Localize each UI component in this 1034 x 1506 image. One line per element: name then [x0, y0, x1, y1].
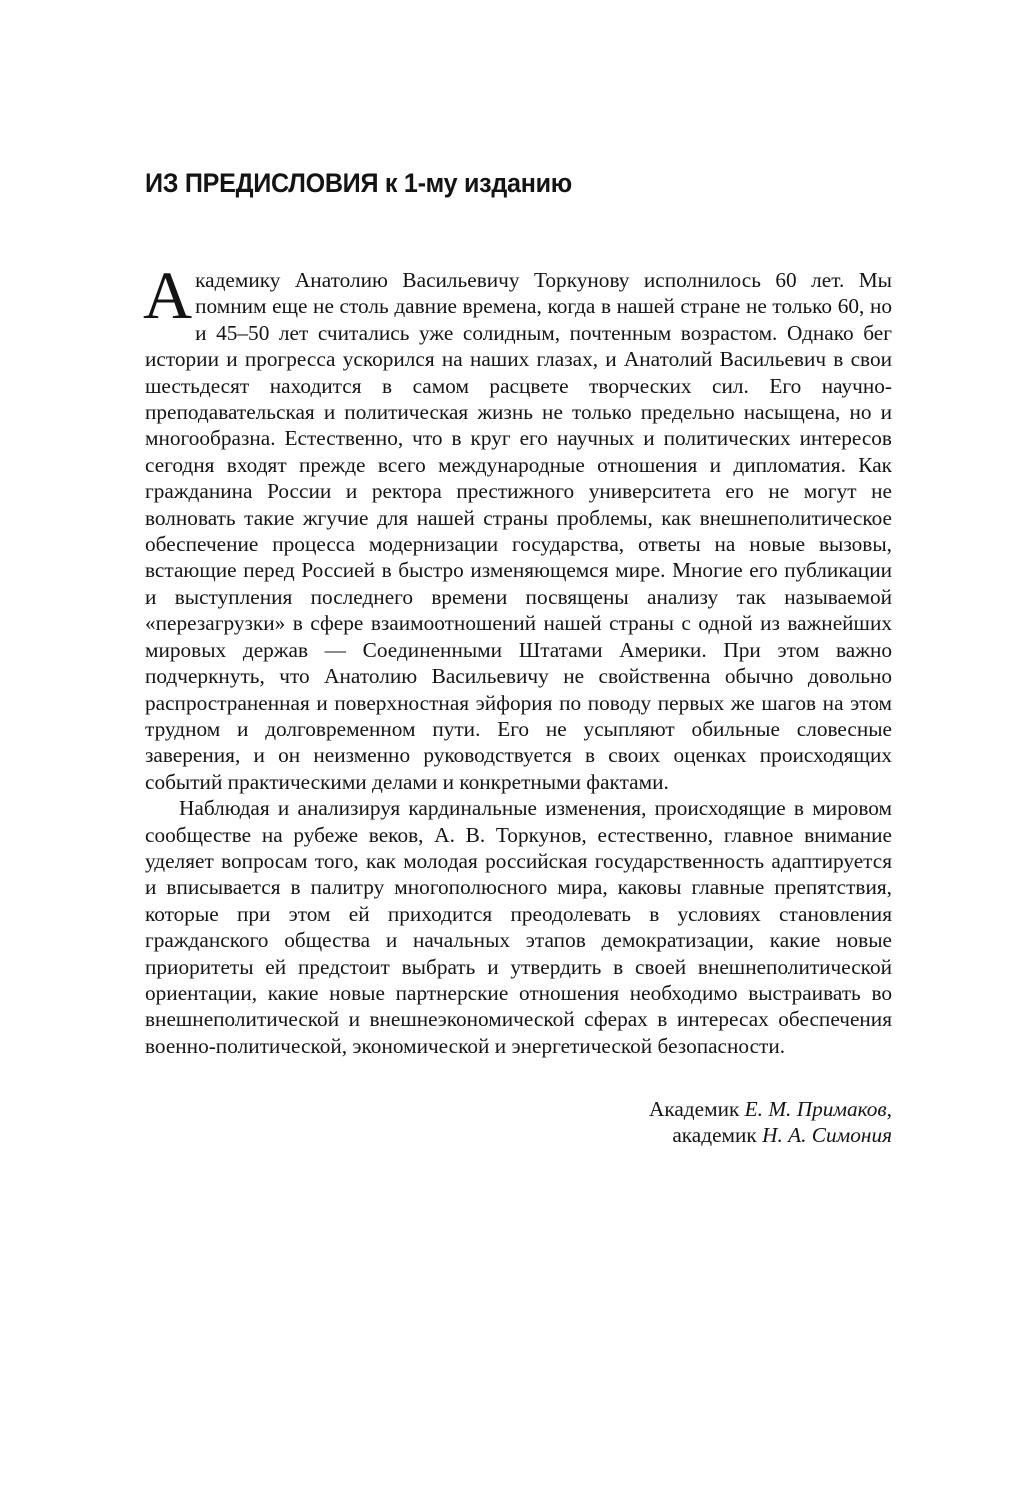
signature-name-1: Е. М. Примаков: [744, 1097, 887, 1121]
signature-name-2: Н. А. Симония: [762, 1123, 892, 1147]
signature-block: [649, 1096, 892, 1148]
signature-comma: ,: [886, 1097, 892, 1121]
paragraph-2: Наблюдая и анализируя кардинальные изменения, происходящие в мировом сообществе на рубеже веков, А. В. Торкунов, естественно, главное внимание уделяет вопросам того, как молодая российская государственность адаптируется и вписывается в палитру многополюсного мира, каковы главные препятствия, которые при этом ей приходится преодолевать в условиях становления гражданского общества и начальных этапов демократизации, какие новые приоритеты ей предстоит выбрать и утвердить в своей внешнеполитической ориентации, какие новые партнерские отношения необходимо выстраивать во внешнеполитической и внешнеэкономической сферах в интересах обеспечения военно-политической, экономической и энергетической безопасности.: [145, 796, 892, 1058]
signature-title-1: Академик: [648, 1097, 745, 1121]
paragraph-1: [143, 257, 892, 795]
body-text: [143, 257, 892, 1059]
signature-title-2: академик: [672, 1123, 763, 1147]
drop-cap: А: [143, 257, 193, 333]
signature-line-1: [649, 1096, 892, 1122]
section-heading: ИЗ ПРЕДИСЛОВИЯ к 1-му изданию: [145, 168, 572, 198]
signature-line-2: [649, 1122, 892, 1148]
paragraph-1-text: кадемику Анатолию Васильевичу Торкунову исполнилось 60 лет. Мы помним еще не столь давние времена, когда в нашей стране не только 60, но и 45–50 лет считались уже солидным, почтенным возрастом. Однако бег истории и прогресса ускорился на наших глазах, и Анатолий Васильевич в свои шестьдесят находится в самом расцвете творческих сил. Его научно-преподавательская и политическая жизнь не только предельно насыщена, но и многообразна. Естественно, что в круг его научных и политических интересов сегодня входят прежде всего международные отношения и дипломатия. Как гражданина России и ректора престижного университета его не могут не волновать такие жгучие для нашей страны проблемы, как внешнеполитическое обеспечение процесса модернизации государства, ответы на новые вызовы, встающие перед Россией в быстро изменяющемся мире. Многие его публикации и выступления последнего времени посвящены анализу так называемой «перезагрузки» в сфере взаимоотношений нашей страны с одной из важнейших мировых держав — Соединенными Штатами Америки. При этом важно подчеркнуть, что Анатолию Васильевичу не свойственна обычно довольно распространенная и поверхностная эйфория по поводу первых же шагов на этом трудном и долговременном пути. Его не усыпляют обильные словесные заверения, и он неизменно руководствуется в своих оценках происходящих событий практическими делами и конкретными фактами.: [145, 268, 892, 794]
